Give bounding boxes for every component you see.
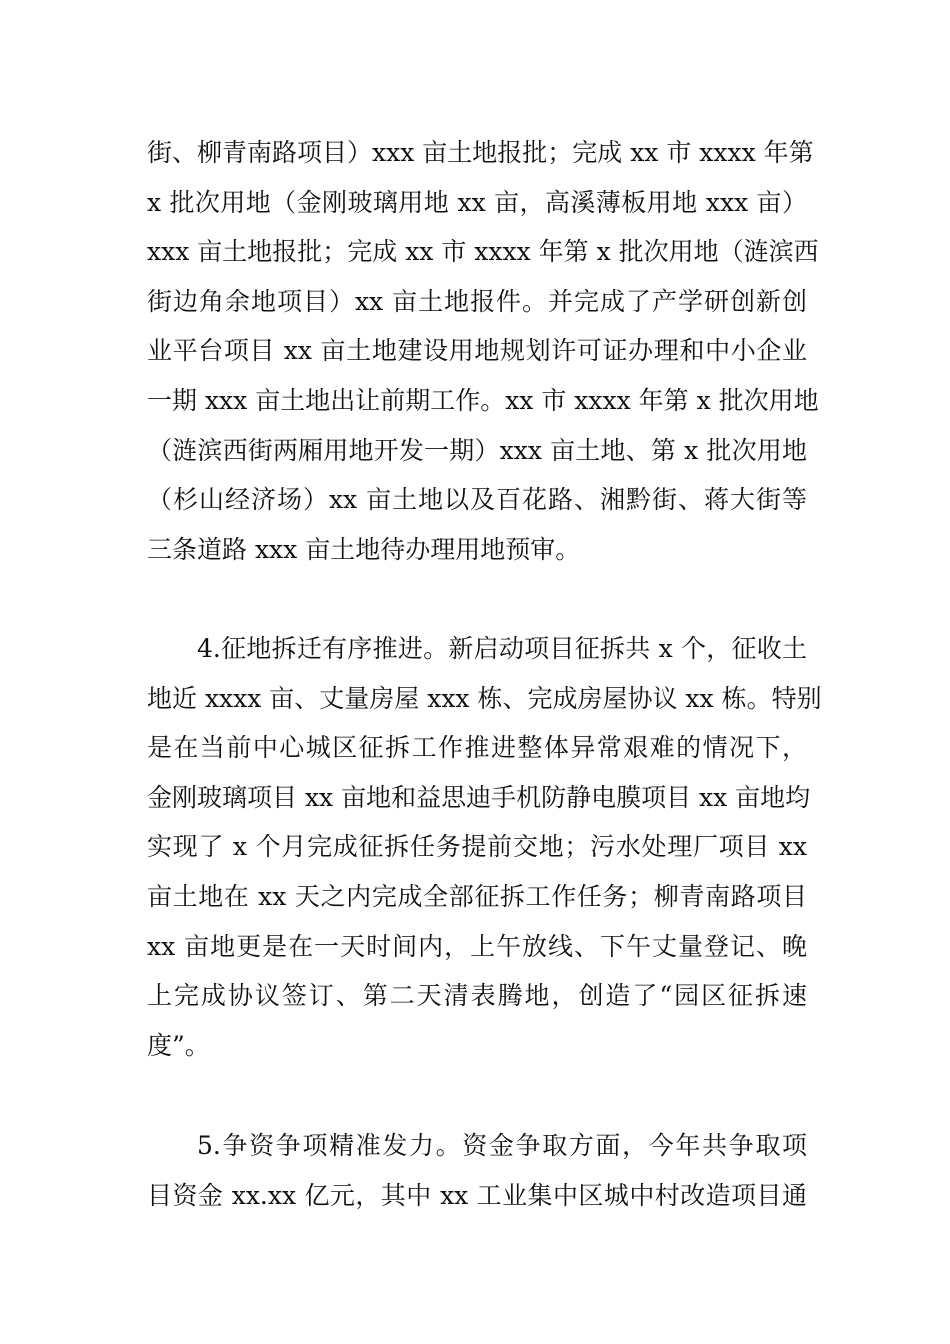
text-line: 地近 xxxx 亩、丈量房屋 xxx 栋、完成房屋协议 xx 栋。特别	[147, 683, 822, 713]
text-line: 4.征地拆迁有序推进。新启动项目征拆共 x 个，征收土	[197, 634, 807, 663]
paragraph-land-approval	[147, 128, 819, 574]
paragraph-demolition	[147, 624, 822, 1070]
text-line: x 批次用地（金刚玻璃用地 xx 亩，高溪薄板用地 xxx 亩）	[147, 187, 807, 217]
text-line: 街边角余地项目）xx 亩土地报件。并完成了产学研创新创	[147, 286, 807, 316]
text-line: xx 亩地更是在一天时间内，上午放线、下午丈量登记、晚	[147, 931, 807, 961]
text-line: 金刚玻璃项目 xx 亩地和益思迪手机防静电膜项目 xx 亩地均	[147, 782, 811, 812]
text-line: 5.争资争项精准发力。资金争取方面，今年共争取项	[197, 1131, 807, 1160]
text-line: 街、柳青南路项目）xxx 亩土地报批；完成 xx 市 xxxx 年第	[147, 138, 814, 167]
paragraph-funding	[147, 1121, 807, 1220]
text-line: 目资金 xx.xx 亿元，其中 xx 工业集中区城中村改造项目通	[147, 1180, 807, 1210]
text-line: 实现了 x 个月完成征拆任务提前交地；污水处理厂项目 xx	[147, 832, 807, 862]
text-line: 业平台项目 xx 亩土地建设用地规划许可证办理和中小企业	[147, 336, 807, 366]
text-line: 上完成协议签订、第二天清表腾地，创造了“园区征拆速	[147, 981, 807, 1011]
text-line: 度”。	[147, 1030, 210, 1060]
text-line: （杉山经济场）xx 亩土地以及百花路、湘黔街、蒋大街等	[147, 485, 807, 515]
text-line: （涟滨西街两厢用地开发一期）xxx 亩土地、第 x 批次用地	[147, 435, 807, 465]
text-line: 是在当前中心城区征拆工作推进整体异常艰难的情况下，	[147, 733, 807, 763]
text-line: 三条道路 xxx 亩土地待办理用地预审。	[147, 534, 581, 564]
text-line: 亩土地在 xx 天之内完成全部征拆工作任务；柳青南路项目	[147, 881, 807, 911]
text-line: 一期 xxx 亩土地出让前期工作。xx 市 xxxx 年第 x 批次用地	[147, 385, 819, 415]
text-line: xxx 亩土地报批；完成 xx 市 xxxx 年第 x 批次用地（涟滨西	[147, 237, 819, 267]
